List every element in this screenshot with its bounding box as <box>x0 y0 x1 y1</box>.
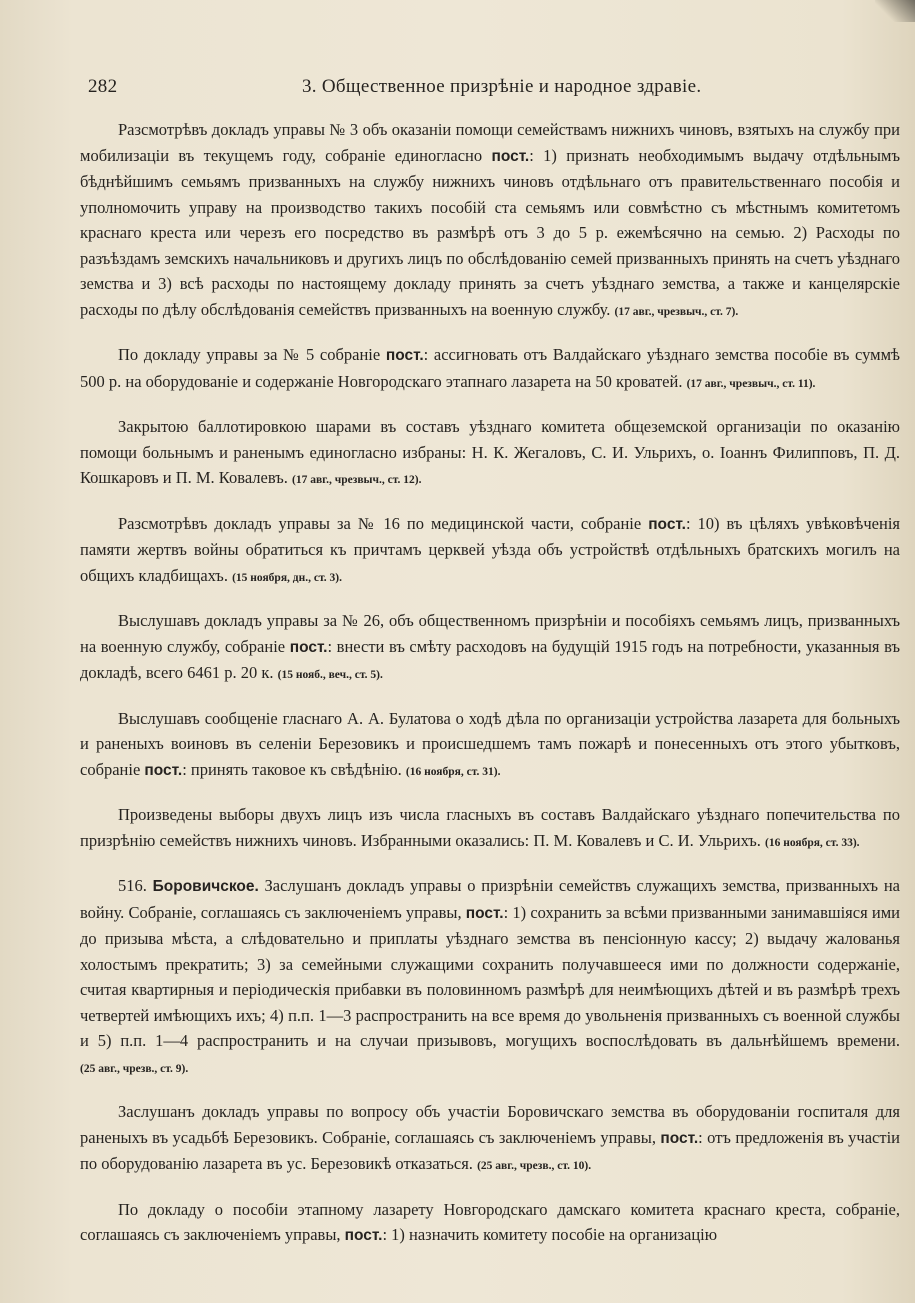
paragraph-text: : 10) въ цѣляхъ увѣковѣченія памяти жертвъ войны обратиться къ причтамъ церквей уѣзда объ устройствѣ отдѣльныхъ братскихъ могилъ на общихъ кладбищахъ. <box>80 513 900 585</box>
paragraph-text: По докладу управы за № 5 собраніе <box>118 345 386 364</box>
paragraph-text: : 1) назначить комитету пособіе на организацію <box>382 1225 718 1244</box>
paragraph-resolution <box>80 608 900 689</box>
paragraph-resolution <box>80 117 900 325</box>
resolution-keyword: пост. <box>660 1129 699 1147</box>
paragraph-text: Разсмотрѣвъ докладъ управы № 3 объ оказаніи помощи семействамъ нижнихъ чиновъ, взятыхъ на службу при мобилизаціи въ текущемъ году, собраніе единогласно <box>80 120 900 165</box>
resolution-keyword: пост. <box>465 904 504 922</box>
resolution-keyword: пост. <box>289 638 328 656</box>
paragraph-resolution <box>80 1197 900 1249</box>
session-reference: (15 нояб., веч., ст. 5). <box>277 669 383 681</box>
session-reference: (25 авг., чрезв., ст. 10). <box>477 1160 592 1172</box>
running-title: 3. Общественное призрѣніе и народное здравіе. <box>302 76 702 97</box>
paragraph-text: : отъ предложенія въ участіи по оборудованію лазарета въ ус. Березовикѣ отказаться. <box>80 1127 900 1173</box>
paragraph-resolution <box>80 511 900 592</box>
session-reference: (16 ноября, ст. 33). <box>764 836 860 849</box>
paragraph-resolution <box>80 342 900 397</box>
page-corner-shadow <box>875 0 915 22</box>
page-header <box>88 76 878 102</box>
resolution-keyword: пост. <box>344 1227 383 1244</box>
session-reference: (17 авг., чрезвыч., ст. 7). <box>614 305 739 318</box>
session-reference: (15 ноября, дн., ст. 3). <box>232 571 342 584</box>
paragraph-text: Выслушавъ сообщеніе гласнаго А. А. Булатова о ходѣ дѣла по организаціи устройства лазарета для больныхъ и раненыхъ воиновъ въ селеніи Березовикъ и происшедшемъ тамъ пожарѣ и понесенныхъ отъ этого убытковъ, собраніе <box>80 708 900 779</box>
paragraph-resolution <box>80 414 900 494</box>
page-body <box>80 117 900 1266</box>
uezd-name: Боровичское. <box>152 878 259 895</box>
page-number: 282 <box>88 76 118 97</box>
paragraph-resolution <box>80 802 900 856</box>
paragraph-text: Закрытою баллотировкою шарами въ составъ уѣзднаго комитета общеземской организаціи по оказанію помощи больнымъ и раненымъ единогласно избраны: Н. К. Жегаловъ, С. И. Ульрихъ, о. Іоаннъ Филипповъ, П. Д. Кошкаровъ и П. М. Ковалевъ. <box>80 417 900 487</box>
paragraph-text: : 1) сохранить за всѣми призванными занимавшіяся ими до призыва мѣста, а слѣдовательно и приплаты уѣзднаго земства въ пенсіонную кассу; 2) выдачу жалованья холостымъ прекратить; 3) за семейными служащими сохранить получавшееся ими по должности содержаніе, считая квартирныя и періодическія прибавки въ половинномъ размѣрѣ для неимѣющихъ дѣтей и въ размѣрѣ трехъ четвертей имѣющихъ ихъ; 4) п.п. 1—3 распространить на все время до увольненія призванныхъ съ военной службы и 5) п.п. 1—4 распространить и на случаи призывовъ, могущихъ воспослѣдовать въ дальнѣйшемъ времени. <box>80 902 900 1050</box>
paragraph-resolution <box>80 706 900 786</box>
paragraph-text: : внести въ смѣту расходовъ на будущій 1915 годъ на потребности, указанныя въ докладѣ, всего 6461 р. 20 к. <box>80 636 900 682</box>
session-reference: (16 ноября, ст. 31). <box>405 765 501 778</box>
resolution-keyword: пост. <box>144 761 183 779</box>
paragraph-uezd-section <box>80 873 900 1082</box>
section-number: 516. <box>118 876 147 895</box>
resolution-keyword: пост. <box>491 147 530 165</box>
paragraph-text: Заслушанъ докладъ управы о призрѣніи семействъ служащихъ земства, призванныхъ на войну. Собраніе, соглашаясь съ заключеніемъ управы, <box>80 876 900 922</box>
session-reference: (25 авг., чрезв., ст. 9). <box>80 1062 189 1075</box>
paragraph-text: : 1) признать необходимымъ выдачу отдѣльнымъ бѣднѣйшимъ семьямъ призванныхъ на службу нижнихъ чиновъ отдѣльнаго отъ правительственнаго пособія и уполномочить управу на производство такихъ пособій ста семьямъ или совмѣстно съ мѣстнымъ комитетомъ краснаго креста или черезъ его посредство въ размѣрѣ отъ 3 до 5 р. ежемѣсячно на семью. 2) Расходы по разъѣздамъ земскихъ начальниковъ и другихъ лицъ по обслѣдованію семей призванныхъ принять на счетъ уѣзднаго земства и 3) всѣ расходы по настоящему докладу принять за счетъ уѣзднаго земства, а также и канцелярскіе расходы по дѣлу обслѣдованія семействъ призванныхъ на военную службу. <box>80 145 900 319</box>
paragraph-text: Произведены выборы двухъ лицъ изъ числа гласныхъ въ составъ Валдайскаго уѣзднаго попечительства по призрѣнію семействъ нижнихъ чиновъ. Избранными оказались: П. М. Ковалевъ и С. И. Ульрихъ. <box>80 805 900 850</box>
resolution-keyword: пост. <box>648 515 686 533</box>
paragraph-text: Заслушанъ докладъ управы по вопросу объ участіи Боровичскаго земства въ оборудованіи госпиталя для раненыхъ въ усадьбѣ Березовикъ. Собраніе, соглашаясь съ заключеніемъ управы, <box>80 1102 900 1147</box>
resolution-keyword: пост. <box>385 347 424 364</box>
session-reference: (17 авг., чрезвыч., ст. 12). <box>292 474 422 486</box>
session-reference: (17 авг., чрезвыч., ст. 11). <box>686 377 816 390</box>
paragraph-text: Разсмотрѣвъ докладъ управы за № 16 по медицинской части, собраніе <box>118 513 649 533</box>
paragraph-text: : принять таковое къ свѣдѣнію. <box>182 759 406 779</box>
paragraph-text: По докладу о пособіи этапному лазарету Новгородскаго дамскаго комитета краснаго креста, собраніе, соглашаясь съ заключеніемъ управы, <box>80 1199 900 1244</box>
paragraph-text: Выслушавъ докладъ управы за № 26, объ общественномъ призрѣніи и пособіяхъ семьямъ лицъ, призванныхъ на военную службу, собраніе <box>80 611 900 656</box>
paragraph-resolution <box>80 1099 900 1180</box>
paragraph-text: : ассигновать отъ Валдайскаго уѣзднаго земства пособіе въ суммѣ 500 р. на оборудованіе и содержаніе Новгородскаго этапнаго лазарета на 50 кроватей. <box>80 345 900 391</box>
